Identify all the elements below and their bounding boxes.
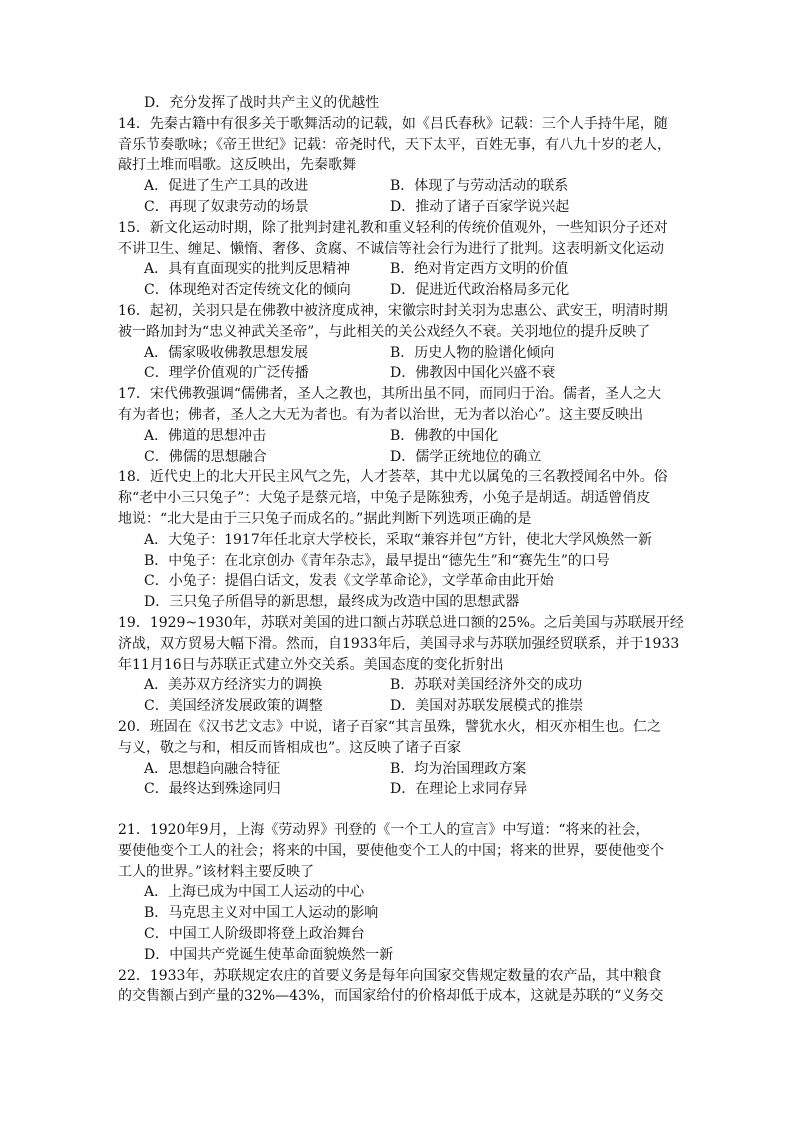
q16-options-row [118, 363, 684, 384]
section-gap [118, 800, 684, 820]
q16-options-row [118, 343, 684, 364]
q20-stem-line: 20．班固在《汉书艺文志》中说，诸子百家“其言虽殊，譬犹水火，相灭亦相生也。仁之 [118, 718, 661, 735]
q18-option-b: B．中兔子：在北京创办《青年杂志》，最早提出“德先生”和“赛先生”的口号 [144, 552, 610, 569]
q15-options-row [118, 259, 684, 280]
q19-stem-line: 19．1929~1930年，苏联对美国的进口额占苏联总进口额的25%。之后美国与苏联展开经 [118, 614, 684, 631]
q14-option-c: C．再现了奴隶劳动的场景 [144, 198, 309, 215]
q20-options-row [118, 759, 684, 780]
q20-option-a: A．思想趋向融合特征 [144, 760, 281, 777]
q14-option-a: A．促进了生产工具的改进 [144, 178, 309, 195]
question-17 [118, 384, 684, 467]
q16-option-d: D．佛教因中国化兴盛不衰 [390, 365, 556, 382]
q22-stem-line: 22．1933年，苏联规定农庄的首要义务是每年向国家交售规定数量的农产品，其中粮食 [118, 967, 662, 984]
q19-option-a: A．美苏双方经济实力的调换 [144, 677, 323, 694]
question-22 [118, 966, 684, 1008]
q17-option-d: D．儒学正统地位的确立 [390, 448, 542, 465]
q18-stem-line: 称“老中小三只兔子”：大兔子是蔡元培，中兔子是陈独秀，小兔子是胡适。胡适曾俏皮 [118, 490, 651, 507]
q18-stem-line: 18．近代史上的北大开民主风气之先，人才荟萃，其中尤以属兔的三名教授闻名中外。俗 [118, 469, 668, 486]
q17-options-row [118, 426, 684, 447]
q20-stem-line: 与义，敬之与和，相反而皆相成也”。这反映了诸子百家 [118, 739, 462, 756]
q14-option-d: D．推动了诸子百家学说兴起 [390, 198, 570, 215]
q20-options-row [118, 779, 684, 800]
q18-option-d: D．三只兔子所倡导的新思想，最终成为改造中国的思想武器 [144, 594, 520, 611]
q14-option-b: B．体现了与劳动活动的联系 [390, 178, 569, 195]
q19-options-row [118, 675, 684, 696]
question-20 [118, 717, 684, 800]
question-14 [118, 114, 684, 218]
q20-option-c: C．最终达到殊途同归 [144, 781, 281, 798]
q14-stem-line: 敲打土堆而唱歌。这反映出，先秦歌舞 [118, 157, 356, 174]
q16-option-c: C．理学价值观的广泛传播 [144, 365, 309, 382]
q17-option-b: B．佛教的中国化 [390, 427, 499, 444]
q20-option-b: B．均为治国理政方案 [390, 760, 527, 777]
q21-option-a: A．上海已成为中国工人运动的中心 [144, 884, 365, 901]
q15-option-c: C．体现绝对否定传统文化的倾向 [144, 282, 351, 299]
q17-option-a: A．佛道的思想冲击 [144, 427, 267, 444]
q17-stem-line: 17．宋代佛教强调“儒佛者，圣人之教也，其所出虽不同，而同归于治。儒者，圣人之大 [118, 386, 661, 403]
q17-options-row [118, 447, 684, 468]
q19-option-b: B．苏联对美国经济外交的成功 [390, 677, 583, 694]
q18-stem-line: 地说：“北大是由于三只兔子而成名的。”据此判断下列选项正确的是 [118, 510, 532, 527]
question-16 [118, 301, 684, 384]
q14-options-row [118, 197, 684, 218]
q21-option-c: C．中国工人阶级即将登上政治舞台 [144, 926, 365, 943]
q13-option-d: D．充分发挥了战时共产主义的优越性 [144, 95, 380, 111]
q16-stem-line: 被一路加封为“忠义神武关圣帝”，与此相关的关公戏经久不衰。关羽地位的提升反映了 [118, 323, 651, 340]
question-15 [118, 218, 684, 301]
question-21 [118, 820, 684, 966]
q15-option-b: B．绝对肯定西方文明的价值 [390, 261, 569, 278]
q20-option-d: D．在理论上求同存异 [390, 781, 528, 798]
q21-option-b: B．马克思主义对中国工人运动的影响 [144, 905, 379, 922]
q21-stem-line: 工人的世界。”该材料主要反映了 [118, 863, 315, 880]
q16-option-a: A．儒家吸收佛教思想发展 [144, 344, 309, 361]
q21-option-d: D．中国共产党诞生使革命面貌焕然一新 [144, 946, 394, 963]
q15-option-a: A．具有直面现实的批判反思精神 [144, 261, 351, 278]
q17-stem-line: 有为者也；佛者，圣人之大无为者也。有为者以治世，无为者以治心”。这主要反映出 [118, 406, 644, 423]
q18-option-c: C．小兔子：提倡白话文，发表《文学革命论》，文学革命由此开始 [144, 573, 554, 590]
q21-stem-line: 要使他变个工人的社会；将来的中国，要使他变个工人的中国；将来的世界，要使他变个 [118, 842, 664, 859]
q19-stem-line: 年11月16日与苏联正式建立外交关系。美国态度的变化折射出 [118, 656, 504, 673]
q14-options-row [118, 176, 684, 197]
question-19 [118, 613, 684, 717]
q15-stem-line: 不讲卫生、缠足、懒惰、奢侈、贪腐、不诚信等社会行为进行了批判。这表明新文化运动 [118, 240, 664, 257]
q21-stem-line: 21．1920年9月，上海《劳动界》刊登的《一个工人的宣言》中写道：“将来的社会， [118, 822, 650, 839]
q17-option-c: C．佛儒的思想融合 [144, 448, 267, 465]
q18-option-a: A．大兔子：1917年任北京大学校长，采取“兼容并包”方针，使北大学风焕然一新 [144, 531, 653, 548]
q16-option-b: B．历史人物的脸谱化倾向 [390, 344, 555, 361]
q22-stem-line: 的交售额占到产量的32%—43%，而国家给付的价格却低于成本，这就是苏联的“义务交 [118, 988, 664, 1005]
q19-option-c: C．美国经济发展政策的调整 [144, 698, 323, 715]
q14-stem-line: 音乐节奏歌咏；《帝王世纪》记载：帝尧时代，天下太平，百姓无事，有八九十岁的老人， [118, 136, 671, 153]
q14-stem-line: 14．先秦古籍中有很多关于歌舞活动的记载，如《吕氏春秋》记载：三个人手持牛尾，随 [118, 115, 668, 132]
q19-option-d: D．美国对苏联发展模式的推崇 [390, 698, 584, 715]
question-list [118, 93, 684, 1007]
q15-options-row [118, 280, 684, 301]
question-18 [118, 467, 684, 613]
q19-options-row [118, 696, 684, 717]
q15-stem-line: 15．新文化运动时期，除了批判封建礼教和重义轻利的传统价值观外，一些知识分子还对 [118, 219, 668, 236]
q19-stem-line: 济战，双方贸易大幅下滑。然而，自1933年后，美国寻求与苏联加强经贸联系，并于1933 [118, 635, 680, 652]
q15-option-d: D．促进近代政治格局多元化 [390, 282, 570, 299]
q16-stem-line: 16．起初，关羽只是在佛教中被济度成神，宋徽宗时封关羽为忠惠公、武安王，明清时期 [118, 302, 668, 319]
